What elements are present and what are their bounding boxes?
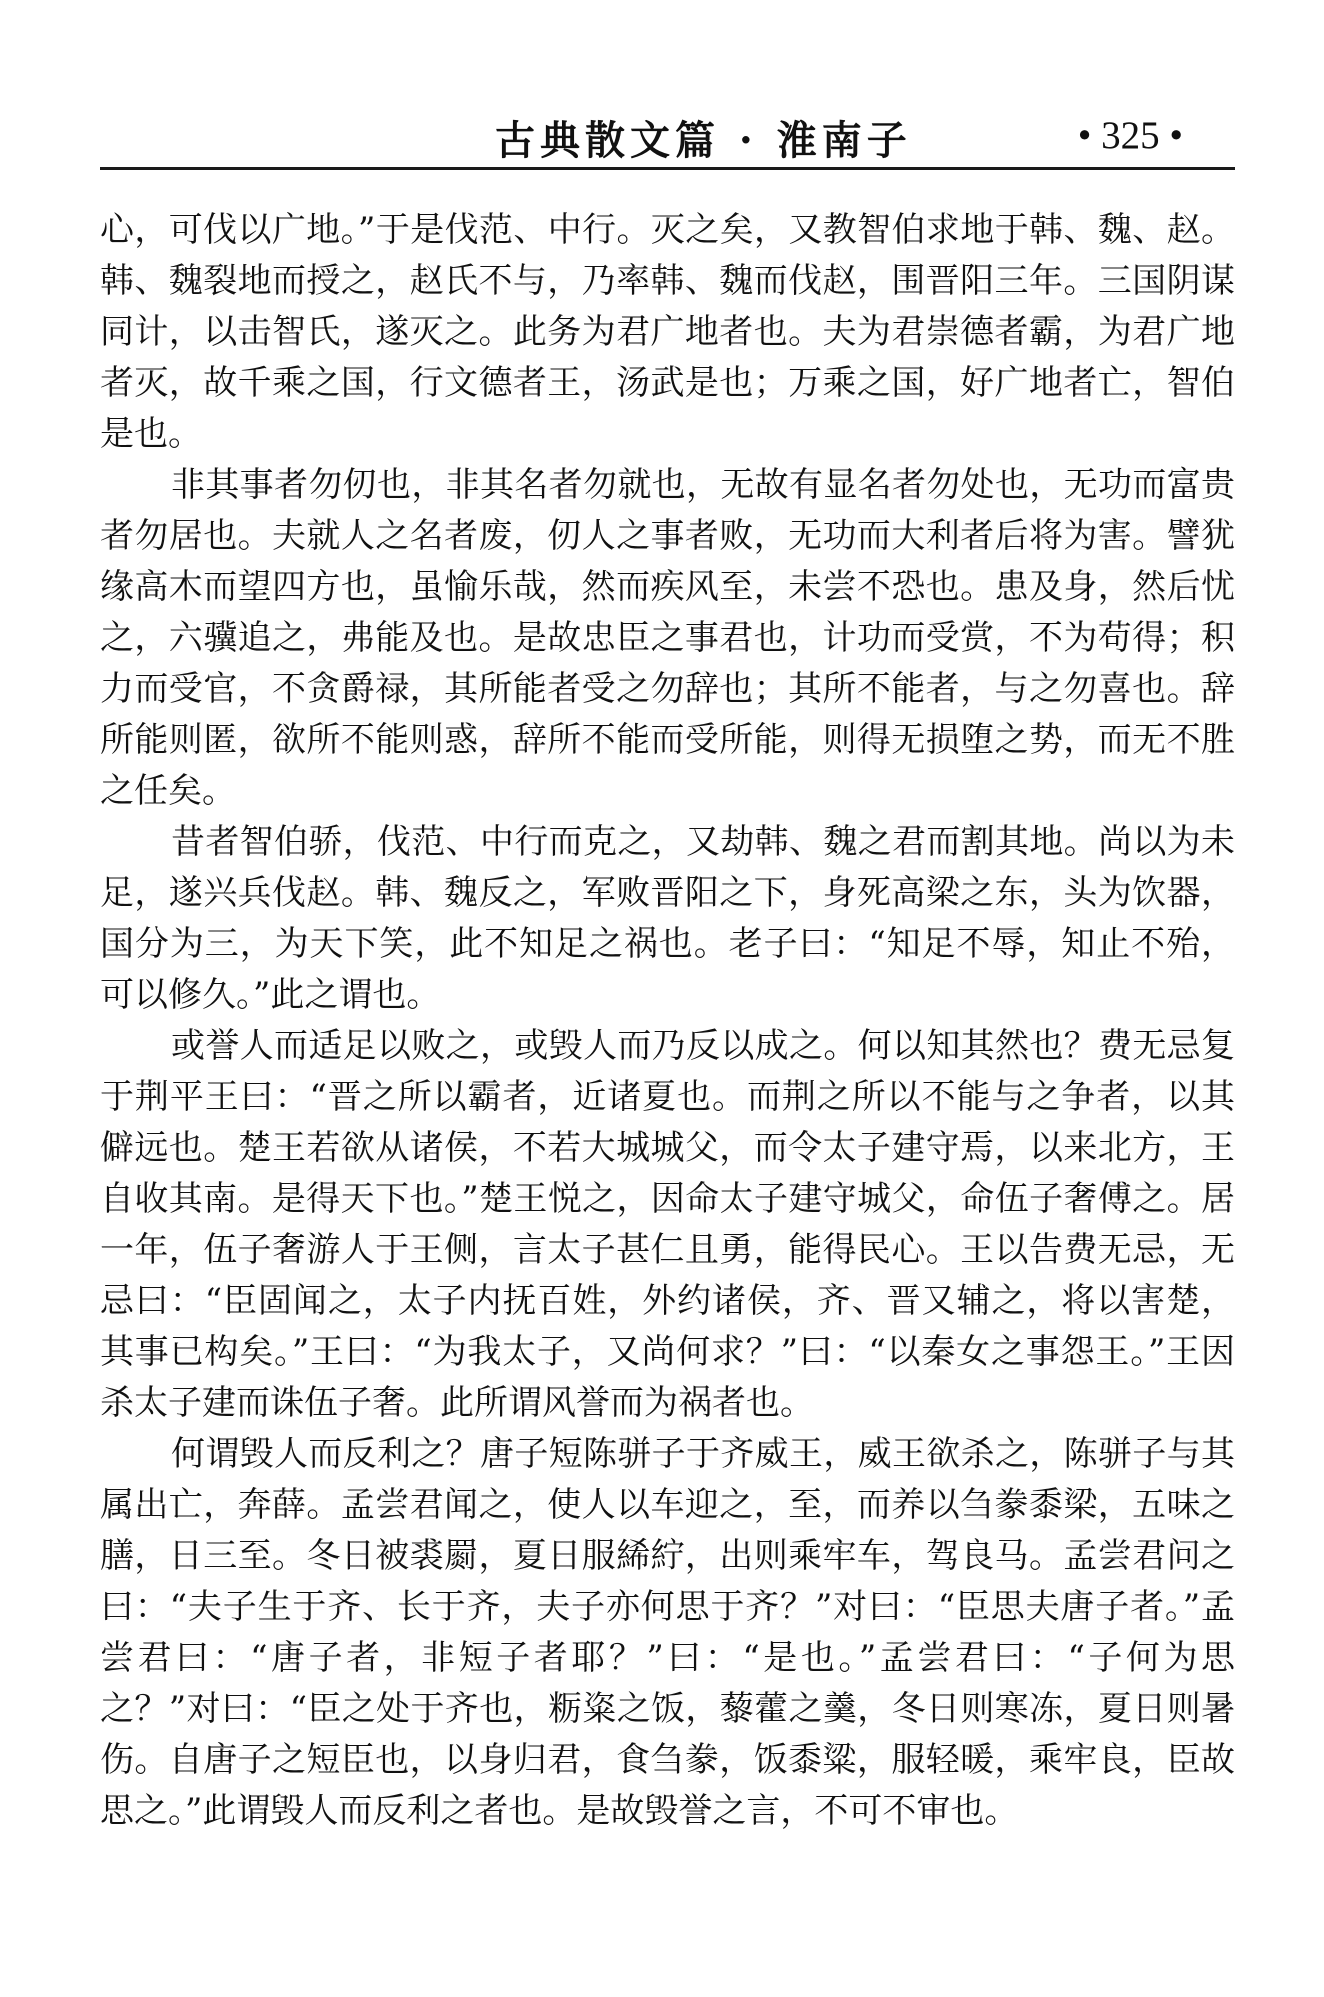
paragraph: 何谓毁人而反利之？唐子短陈骈子于齐威王，威王欲杀之，陈骈子与其属出亡，奔薛。孟尝君闻之，使人以车迎之，至，而养以刍豢黍梁，五味之膳，日三至。冬日被裘罽，夏日服絺紵，出则乘牢车，驾良马。孟尝君问之曰：“夫子生于齐、长于齐，夫子亦何思于齐？”对曰：“臣思夫唐子者。”孟尝君曰：“唐子者，非短子者耶？”曰：“是也。”孟尝君曰：“子何为思之？”对曰：“臣之处于齐也，粝粢之饭，藜藿之羹，冬日则寒冻，夏日则暑伤。自唐子之短臣也，以身归君，食刍豢，饭黍粱，服轻暖，乘牢良，臣故思之。”此谓毁人而反利之者也。是故毁誉之言，不可不审也。 [100, 1434, 1235, 1831]
paragraph: 非其事者勿仞也，非其名者勿就也，无故有显名者勿处也，无功而富贵者勿居也。夫就人之名者废，仞人之事者败，无功而大利者后将为害。譬犹缘高木而望四方也，虽愉乐哉，然而疾风至，未尝不恐也。患及身，然后忧之，六骥追之，弗能及也。是故忠臣之事君也，计功而受赏，不为苟得；积力而受官，不贪爵禄，其所能者受之勿辞也；其所不能者，与之勿喜也。辞所能则匿，欲所不能则惑，辞所不能而受所能，则得无损堕之势，而无不胜之任矣。 [100, 465, 1235, 811]
page-number: • 325 • [1077, 114, 1183, 157]
paragraph-continued: 心，可伐以广地。”于是伐范、中行。灭之矣，又教智伯求地于韩、魏、赵。韩、魏裂地而授之，赵氏不与，乃率韩、魏而伐赵，围晋阳三年。三国阴谋同计，以击智氏，遂灭之。此务为君广地者也。夫为君崇德者霸，为君广地者灭，故千乘之国，行文德者王，汤武是也；万乘之国，好广地者亡，智伯是也。 [100, 210, 1235, 454]
paragraph: 或誉人而适足以败之，或毁人而乃反以成之。何以知其然也？费无忌复于荆平王曰：“晋之所以霸者，近诸夏也。而荆之所以不能与之争者，以其僻远也。楚王若欲从诸侯，不若大城城父，而令太子建守焉，以来北方，王自收其南。是得天下也。”楚王悦之，因命太子建守城父，命伍子奢傅之。居一年，伍子奢游人于王侧，言太子甚仁且勇，能得民心。王以告费无忌，无忌曰：“臣固闻之，太子内抚百姓，外约诸侯，齐、晋又辅之，将以害楚，其事已构矣。”王曰：“为我太子，又尚何求？”曰：“以秦女之事怨王。”王因杀太子建而诛伍子奢。此所谓风誉而为祸者也。 [100, 1026, 1235, 1423]
body-text [100, 205, 1235, 1837]
paragraph: 昔者智伯骄，伐范、中行而克之，又劫韩、魏之君而割其地。尚以为未足，遂兴兵伐赵。韩、魏反之，军败晋阳之下，身死高梁之东，头为饮器，国分为三，为天下笑，此不知足之祸也。老子曰：“知足不辱，知止不殆，可以修久。”此之谓也。 [100, 822, 1235, 1015]
header-title: 古典散文篇 · 淮南子 [495, 117, 912, 164]
running-header [100, 105, 1235, 170]
